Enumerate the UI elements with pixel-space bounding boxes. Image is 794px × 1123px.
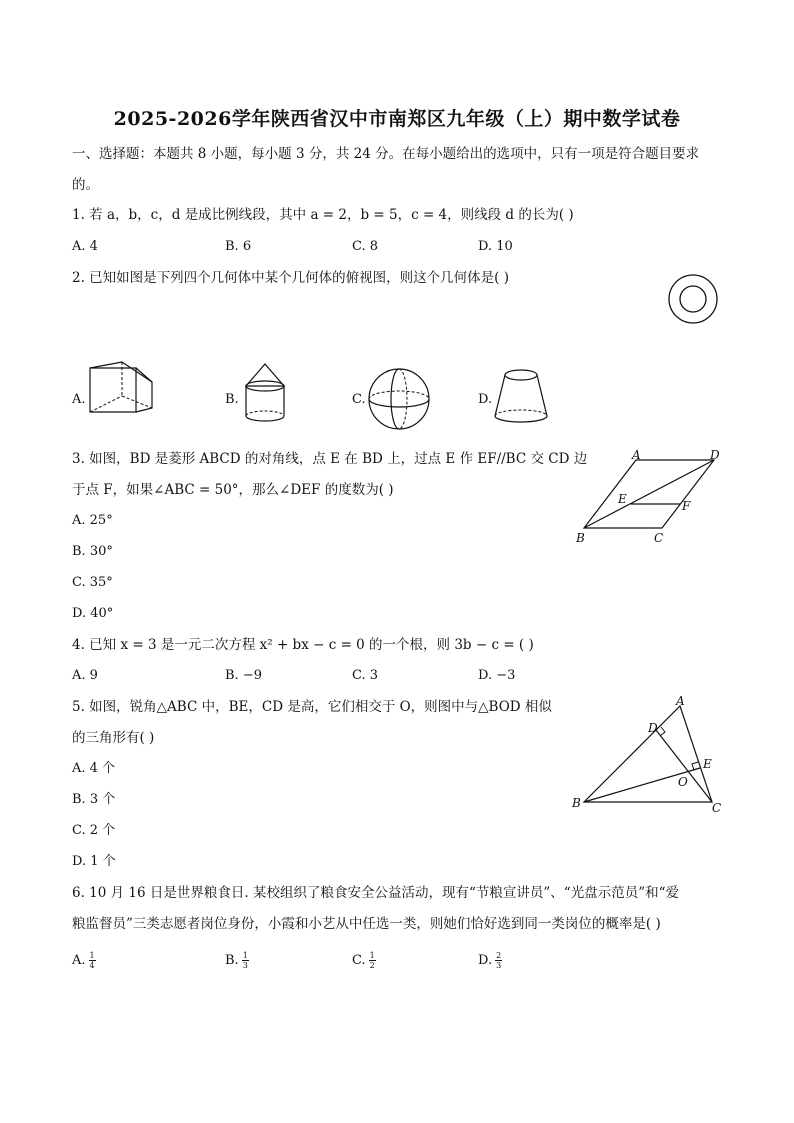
q3-stem-line2: 于点 F，如果∠ABC = 50°，那么∠DEF 的度数为( ) [72,482,394,498]
q2-top-view-figure [666,272,720,326]
q6-stem-line1: 6. 10 月 16 日是世界粮食日. 某校组织了粮食安全公益活动，现有“节粮宣讲员”、“光盘示范员”和“爱 [72,885,679,901]
q5-label-o: O [678,775,688,789]
q3-label-c: C [654,531,664,545]
q6-option-c-den: 2 [369,961,375,970]
q6-option-c [352,951,376,970]
q3-label-b: B [576,531,585,545]
q5-label-a: A [676,694,685,708]
section-heading-line1: 一、选择题：本题共 8 小题，每小题 3 分，共 24 分。在每小题给出的选项中，只有一项是符合题目要求 [72,146,700,162]
q6-option-d-num: 2 [496,951,502,960]
q5-label-b: B [572,796,581,810]
q5-option-d: D. 1 个 [72,854,116,869]
q6-option-a-den: 4 [89,961,95,970]
q6-option-d-label: D. [478,953,493,968]
q6-option-b-den: 3 [242,961,248,970]
q6-option-b-label: B. [225,953,239,968]
q5-stem-line1: 5. 如图，锐角△ABC 中，BE，CD 是高，它们相交于 O，则图中与△BOD 相似 [72,699,552,715]
q1-option-a: A. 4 [72,239,98,254]
q6-option-d-den: 3 [496,961,502,970]
q4-option-d: D. −3 [478,668,516,683]
q6-option-b-num: 1 [242,951,248,960]
q3-option-c: C. 35° [72,575,113,590]
q1-stem: 1. 若 a，b，c，d 是成比例线段，其中 a = 2，b = 5，c = 4，则线段 d 的长为( ) [72,207,574,223]
q6-option-c-num: 1 [369,951,375,960]
q2-option-d: D. [478,392,493,407]
q5-label-c: C [712,801,722,815]
q3-label-d: D [710,448,720,462]
q3-label-e: E [618,492,627,506]
q2-cone-cylinder-figure [238,362,292,424]
q2-option-b: B. [225,392,239,407]
q3-label-a: A [632,448,641,462]
q5-option-b: B. 3 个 [72,792,116,807]
section-heading-line2: 的。 [72,177,99,193]
q5-option-a: A. 4 个 [72,761,116,776]
q6-option-b-fraction [242,951,249,970]
q5-option-c: C. 2 个 [72,823,116,838]
page-title: 2025-2026学年陕西省汉中市南郑区九年级（上）期中数学试卷 [113,108,681,130]
q6-option-b [225,951,249,970]
q2-frustum-figure [490,366,552,426]
q6-option-c-fraction [369,951,376,970]
q5-triangle-figure [566,694,732,818]
q1-option-b: B. 6 [225,239,252,254]
q6-option-a-fraction [89,951,96,970]
q5-stem-line2: 的三角形有( ) [72,730,155,746]
q2-prism-figure [84,360,158,420]
q3-stem-line1: 3. 如图，BD 是菱形 ABCD 的对角线，点 E 在 BD 上，过点 E 作 EF//BC 交 CD 边 [72,451,588,467]
q3-option-d: D. 40° [72,606,114,621]
q4-option-c: C. 3 [352,668,379,683]
q3-option-a: A. 25° [72,513,113,528]
q2-option-c: C. [352,392,366,407]
q6-option-a-label: A. [72,953,86,968]
q2-stem: 2. 已知如图是下列四个几何体中某个几何体的俯视图，则这个几何体是( ) [72,270,509,286]
q2-sphere-figure [366,366,432,432]
q6-option-a-num: 1 [89,951,95,960]
q4-option-b: B. −9 [225,668,262,683]
q5-label-d: D [648,721,658,735]
q6-option-c-label: C. [352,953,366,968]
q4-stem: 4. 已知 x = 3 是一元二次方程 x² + bx − c = 0 的一个根，则 3b − c = ( ) [72,637,534,653]
q6-option-a [72,951,96,970]
q1-option-d: D. 10 [478,239,513,254]
q6-option-d [478,951,502,970]
q1-option-c: C. 8 [352,239,379,254]
q6-option-d-fraction [495,951,502,970]
q3-rhombus-figure [570,444,730,548]
q2-option-a: A. [72,392,86,407]
q3-option-b: B. 30° [72,544,113,559]
q3-label-f: F [682,499,691,513]
q4-option-a: A. 9 [72,668,98,683]
q5-label-e: E [703,757,712,771]
q6-stem-line2: 粮监督员”三类志愿者岗位身份，小霞和小艺从中任选一类，则她们恰好选到同一类岗位的概率是( ) [72,916,661,932]
